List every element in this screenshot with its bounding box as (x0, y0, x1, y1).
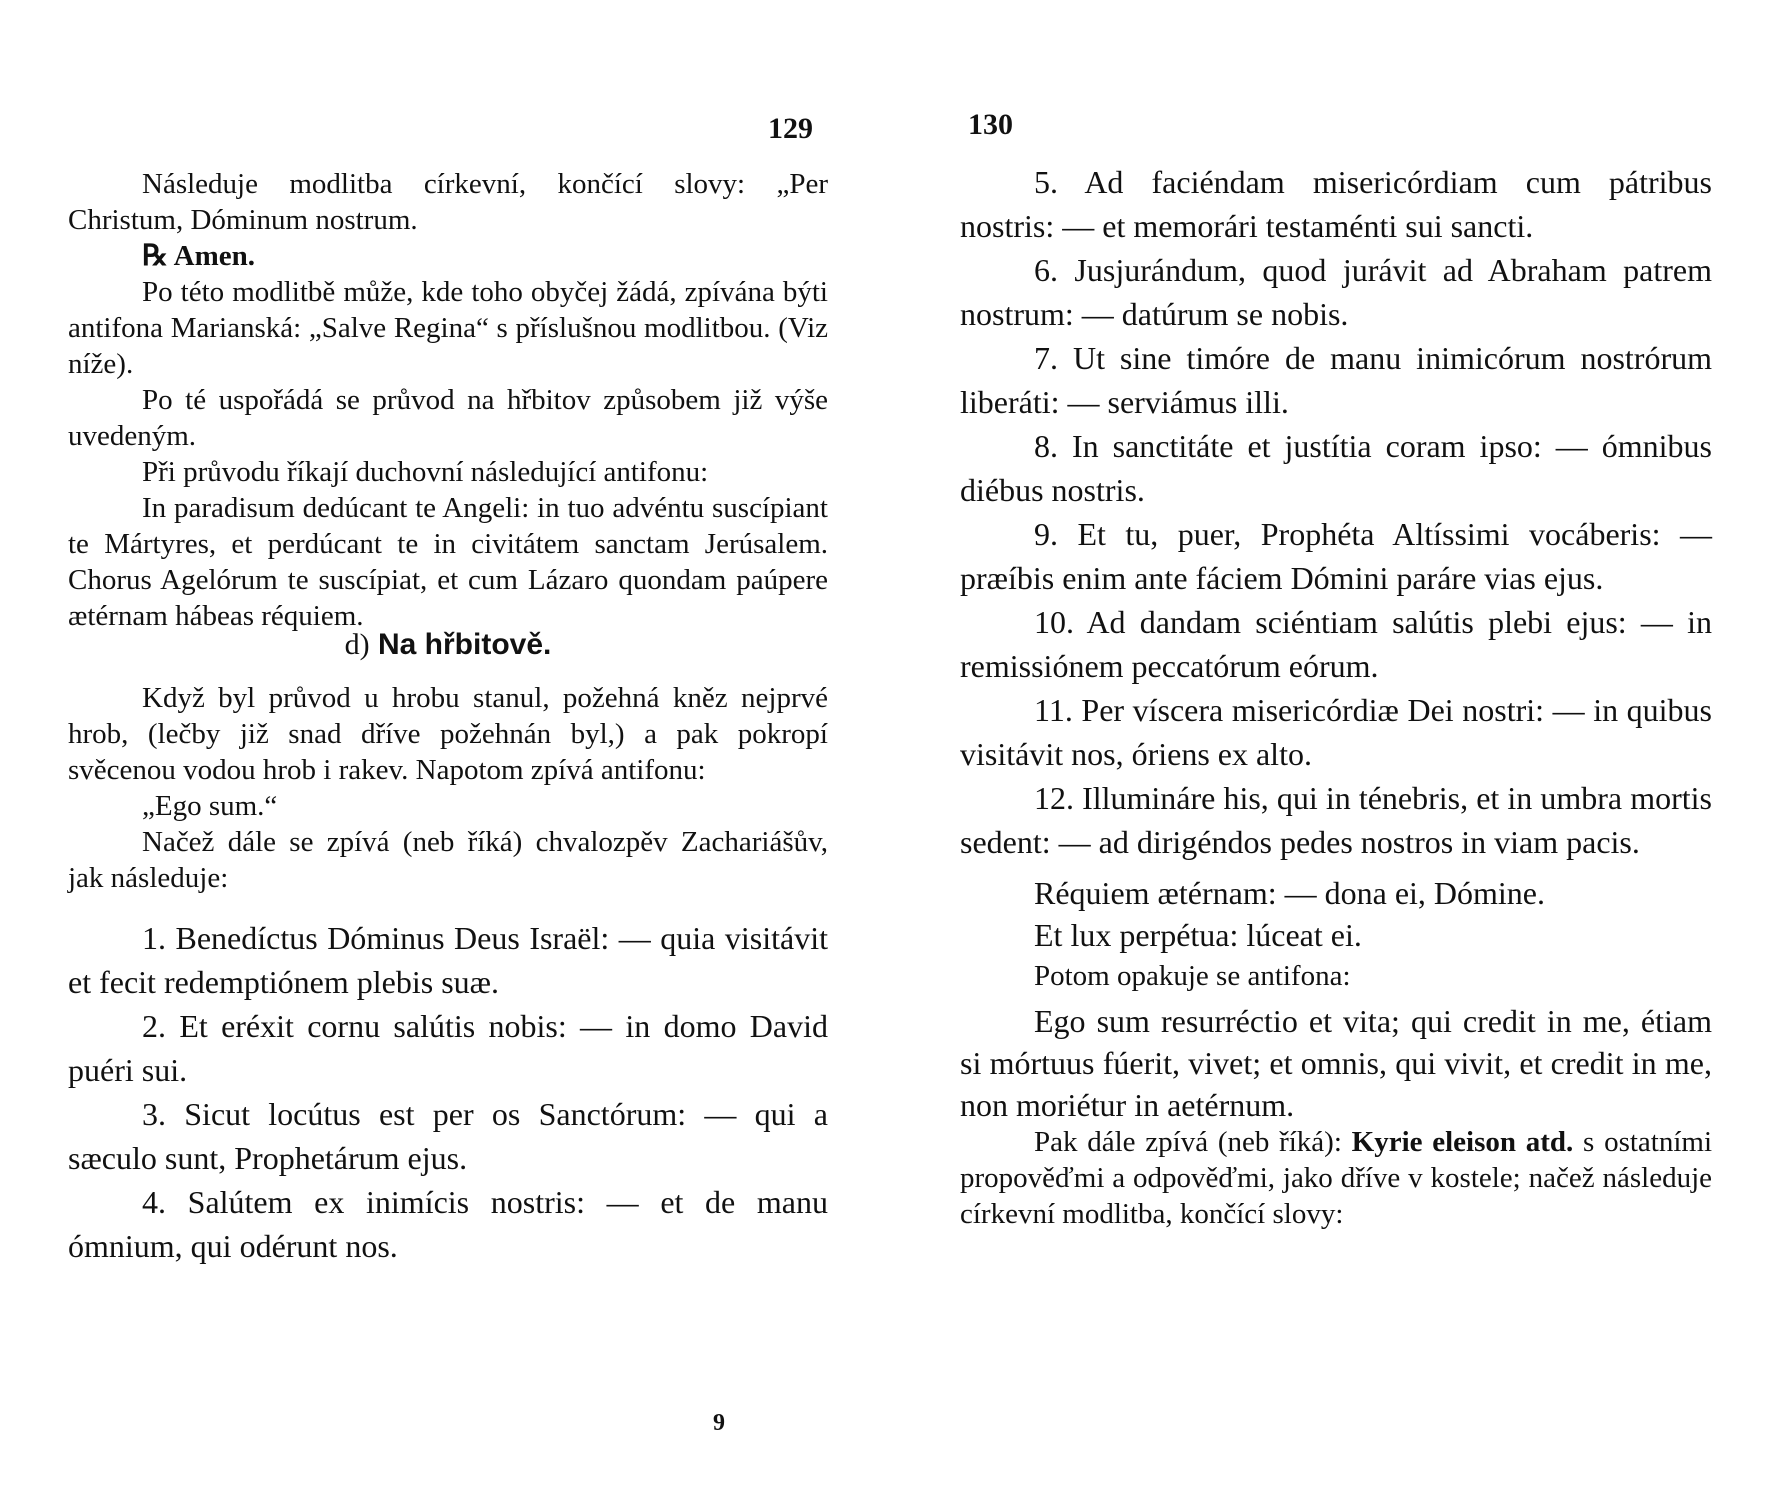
verse: 8. In sanctitáte et justítia coram ipso: — ómnibus diébus nostris. (960, 428, 1712, 508)
requiem-line: Et lux perpétua: lúceat ei. (1034, 917, 1362, 953)
verse: 1. Benedíctus Dóminus Deus Israël: — quia visitávit et fecit redemptiónem plebis suæ. (68, 920, 828, 1000)
verse: 3. Sicut locútus est per os Sanctórum: — qui a sæculo sunt, Prophetárum ejus. (68, 1096, 828, 1176)
verse: 5. Ad faciéndam misericórdiam cum pátribus nostris: — et memorári testaménti sui sancti. (960, 164, 1712, 244)
verse: 12. Illumináre his, qui in ténebris, et in umbra mortis sedent: — ad dirigéndos pedes nostros in viam pacis. (960, 780, 1712, 860)
paragraph: Ego sum resurréctio et vita; qui credit in me, étiam si mórtuus fúerit, vivet; et omnis, qui vivit, et credit in me, non moriétur in aetérnum. (960, 1003, 1712, 1123)
verses (960, 160, 1712, 864)
verse: 11. Per víscera misericórdiæ Dei nostri: — in quibus visitávit nos, óriens ex alto. (960, 692, 1712, 772)
paragraph: Následuje modlitba církevní, končící slovy: „Per Christum, Dóminum nostrum. (68, 168, 828, 236)
verses (68, 916, 828, 1268)
paragraph: In paradisum dedúcant te Angeli: in tuo advéntu suscípiant te Mártyres, et perdúcant te in civitátem sanctam Jerúsalem. Chorus Agelórum te suscípiat, et cum Lázaro quondam paúpere ætérnam hábeas réquiem. (68, 492, 828, 632)
closing (960, 1124, 1712, 1232)
paragraph: Když byl průvod u hrobu stanul, požehná kněz nejprvé hrob, (lečby již snad dříve požehnán byl,) a pak pokropí svěcenou vodou hrob i rakev. Napotom zpívá antifonu: (68, 682, 828, 786)
top-text (68, 166, 828, 634)
section-heading (68, 628, 828, 662)
paragraph: ℞ Amen. (142, 240, 255, 272)
paragraph: Při průvodu říkají duchovní následující antifonu: (142, 456, 709, 488)
middle-text (68, 680, 828, 896)
page-number: 130 (968, 108, 1013, 141)
requiem (960, 872, 1712, 956)
paragraph: Po té uspořádá se průvod na hřbitov způsobem již výše uvedeným. (68, 384, 828, 452)
paragraph: „Ego sum.“ (142, 790, 278, 822)
heading-mark: d) (344, 628, 370, 661)
paragraph: Potom opakuje se antifona: (1034, 960, 1351, 992)
verse: 7. Ut sine timóre de manu inimicórum nostrórum liberáti: — serviámus illi. (960, 340, 1712, 420)
paragraph: Po této modlitbě může, kde toho obyčej žádá, zpívána býti antifona Marianská: „Salve Regina“ s příslušnou modlitbou. (Viz níže). (68, 276, 828, 380)
closing-prefix: Pak dále zpívá (neb říká): (1034, 1126, 1342, 1158)
closing-suffix: s ostatními propověďmi a odpověďmi, jako dříve v kostele; načež následuje církevní modlitba, končící slovy: (960, 1126, 1713, 1230)
requiem-line: Réquiem ætérnam: — dona ei, Dómine. (1034, 875, 1545, 911)
page-number: 129 (768, 112, 813, 145)
antiphon (960, 1000, 1712, 1126)
verse: 6. Jusjurándum, quod jurávit ad Abraham patrem nostrum: — datúrum se nobis. (960, 252, 1712, 332)
verse: 10. Ad dandam sciéntiam salútis plebi ejus: — in remissiónem peccatórum eórum. (960, 604, 1712, 684)
verse: 4. Salútem ex inimícis nostris: — et de manu ómnium, qui odérunt nos. (68, 1184, 828, 1264)
closing-bold: Kyrie eleison atd. (1351, 1126, 1574, 1158)
paragraph (960, 1124, 1712, 1232)
paragraph: Načež dále se zpívá (neb říká) chvalozpěv Zachariášův, jak následuje: (68, 826, 828, 894)
signature-mark: 9 (713, 1410, 725, 1436)
verse: 2. Et eréxit cornu salútis nobis: — in domo David puéri sui. (68, 1008, 828, 1088)
verse: 9. Et tu, puer, Prophéta Altíssimi vocáberis: — præíbis enim ante fáciem Dómini paráre vias ejus. (960, 516, 1712, 596)
antiphon-intro (960, 958, 1712, 994)
heading-text: Na hřbitově. (377, 628, 552, 661)
